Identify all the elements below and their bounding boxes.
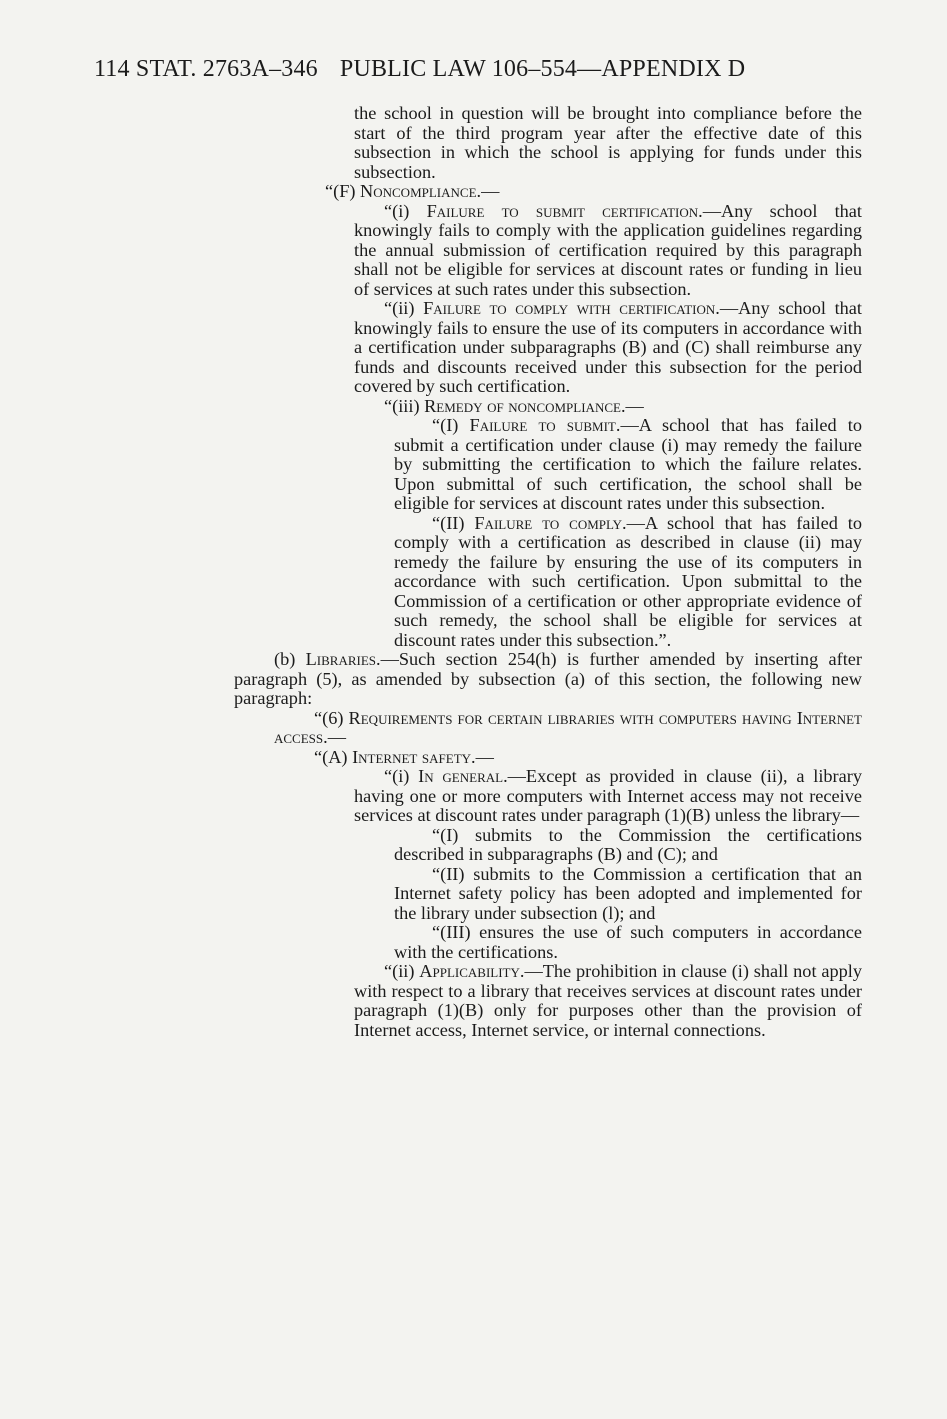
heading-requirements-libraries: “(6) Requirements for certain libraries with computers having Internet access.— [274, 707, 862, 747]
heading-noncompliance: “(F) Noncompliance.— [325, 181, 500, 201]
page-header [94, 56, 745, 83]
statute-citation: 114 STAT. 2763A–346 [94, 56, 318, 82]
subclause-internet-safety-policy: “(II) submits to the Commission a certification that an Internet safety policy has been adopted and implemented for the library under subsection (l); and [394, 863, 862, 923]
subclause-failure-to-comply: “(II) Failure to comply.—A school that has failed to comply with a certification as described in clause (ii) may remedy the failure by ensuring the use of its computers in accordance with such certification. Upon submittal to the Commission of a certification or other appropriate evidence of such remedy, the school shall be eligible for services at discount rates under this subsection.”. [394, 512, 862, 650]
clause-applicability: “(ii) Applicability.—The prohibition in clause (i) shall not apply with respect to a library that receives services at discount rates under paragraph (1)(B) only for purposes other than the provision of Internet access, Internet service, or internal connections. [354, 961, 862, 1040]
heading-remedy-of-noncompliance: “(iii) Remedy of noncompliance.— [384, 395, 644, 416]
clause-failure-to-submit-certification: “(i) Failure to submit certification.—Any school that knowingly fails to comply with the application guidelines regarding the annual submission of certification required by this paragraph shall not be eligible for services at discount rates or funding in lieu of services at such rates under this subsection. [354, 200, 862, 299]
subclause-submits-certifications: “(I) submits to the Commission the certifications described in subparagraphs (B) and (C); and [394, 824, 862, 864]
paragraph-continuation: the school in question will be brought into compliance before the start of the third program year after the effective date of this subsection in which the school is applying for funds under this subsection. [354, 103, 862, 182]
public-law-title: PUBLIC LAW 106–554—APPENDIX D [339, 56, 746, 82]
clause-in-general: “(i) In general.—Except as provided in clause (ii), a library having one or more computers with Internet access may not receive services at discount rates under paragraph (1)(B) unless the library— [354, 766, 862, 825]
subclause-ensures-use: “(III) ensures the use of such computers in accordance with the certifications. [394, 922, 863, 962]
subclause-failure-to-submit: “(I) Failure to submit.—A school that has failed to submit a certification under clause (i) may remedy the failure by submitting the certification to which the failure relates. Upon submittal of such certification, the school shall be eligible for services at discount rates under this subsection. [394, 415, 862, 513]
clause-failure-to-comply-certification: “(ii) Failure to comply with certification.—Any school that knowingly fails to ensure the use of its computers in accordance with a certification under subparagraphs (B) and (C) shall reimburse any funds and discounts received under this subsection for the period covered by such certification. [354, 298, 862, 396]
document-body [234, 104, 862, 1040]
section-b-libraries: (b) Libraries.—Such section 254(h) is further amended by inserting after paragraph (5), as amended by subsection (a) of this section, the following new paragraph: [234, 649, 862, 708]
heading-internet-safety: “(A) Internet safety.— [314, 746, 494, 767]
